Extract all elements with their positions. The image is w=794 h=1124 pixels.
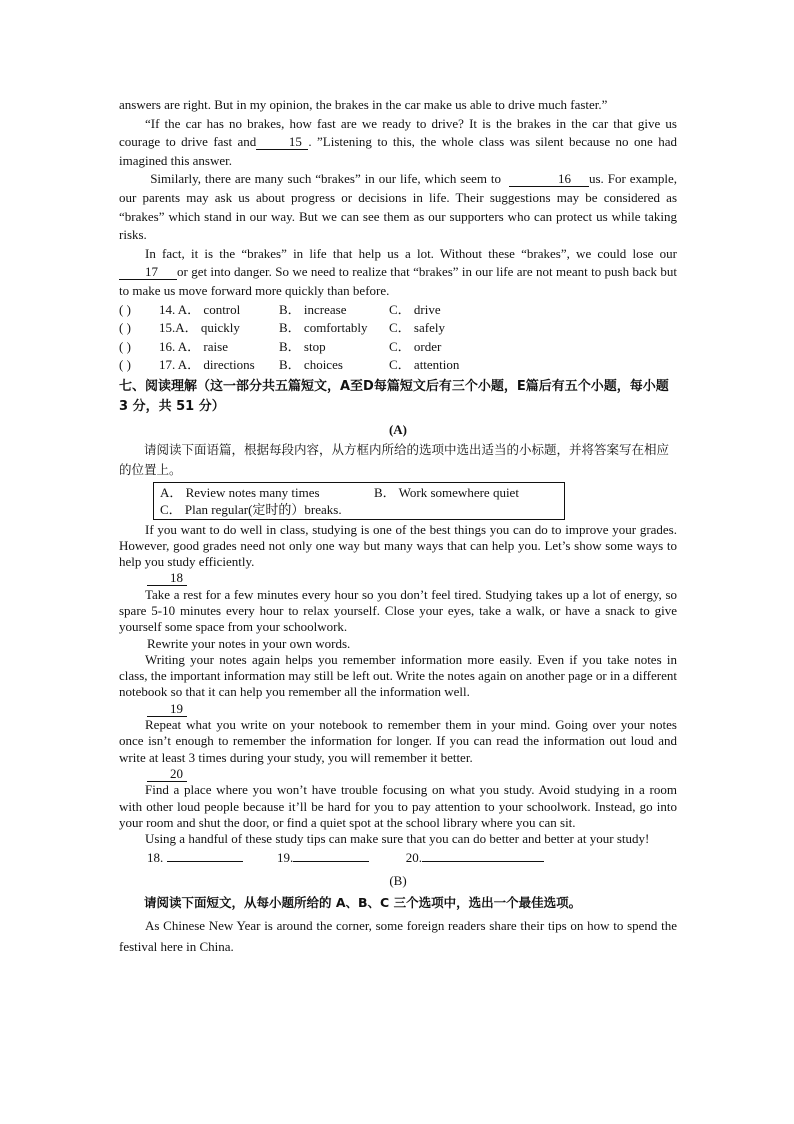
- option-a: 14. A． control: [159, 301, 241, 317]
- heading-rewrite: Rewrite your notes in your own words.: [147, 635, 351, 651]
- blank-17[interactable]: 17: [119, 264, 177, 280]
- part-a-title: (A): [388, 421, 408, 437]
- blank-20[interactable]: 20: [147, 766, 187, 782]
- option-c: C． drive: [389, 301, 441, 317]
- blank-15[interactable]: 15: [256, 134, 308, 150]
- answer-20-field[interactable]: [422, 861, 544, 862]
- blank-19[interactable]: 19: [147, 701, 187, 717]
- options-box: [153, 482, 565, 520]
- box-option-b: B． Work somewhere quiet: [374, 484, 519, 500]
- passage-paragraph: In fact, it is the “brakes” in life that help us a lot. Without these “brakes”, we could lose our 17 or get into danger. So we need to realize that “brakes” in our life are not meant to push back but to make us move forward more quickly than before.: [119, 245, 677, 298]
- option-a: 15.A． quickly: [159, 320, 240, 336]
- document-page: [119, 96, 677, 957]
- part-b-title: (B): [389, 873, 407, 889]
- answer-paren[interactable]: ( ): [119, 301, 131, 317]
- closing-paragraph: Using a handful of these study tips can make sure that you can do better and better at your study!: [145, 831, 650, 847]
- box-option-a: A． Review notes many times: [160, 484, 320, 500]
- option-b: B． choices: [279, 357, 343, 373]
- question-list: [119, 301, 677, 375]
- question-row: [119, 319, 677, 338]
- option-b: B． comfortably: [279, 320, 368, 336]
- paragraph-19: Repeat what you write on your notebook to remember them in your mind. Going over your notes once isn’t enough to remember the information for longer. If you can read the information out loud and write at least 3 times during your study, you will remember it better.: [119, 717, 677, 765]
- passage-paragraph: Similarly, there are many such “brakes” in our life, which seem to 16 us. For example, our parents may ask us about progress or decisions in life. Their suggestions may be considered as “brakes” which stand in our way. But we can see them as our supporters who can protect us while taking risks.: [119, 171, 678, 243]
- option-c: C． attention: [389, 357, 460, 373]
- answer-paren[interactable]: ( ): [119, 357, 131, 373]
- heading-19: [119, 701, 677, 717]
- answer-paren[interactable]: ( ): [119, 320, 131, 336]
- instruction-a: 请阅读下面语篇，根据每段内容，从方框内所给的选项中选出适当的小标题，并将答案写在相应的位置上。: [119, 441, 670, 477]
- option-c: C． order: [389, 338, 442, 354]
- option-c: C． safely: [389, 320, 445, 336]
- passage-paragraph: answers are right. But in my opinion, the brakes in the car make us able to drive much faster.”: [119, 97, 608, 112]
- paragraph-20: Find a place where you won’t have trouble focusing on what you study. Avoid studying in a room with other loud people because it’ll be hard for you to pay attention to your schoolwork. Instead, go into your room and shut the door, or find a quiet spot at the school library where you can sit.: [119, 782, 677, 830]
- option-b: B． stop: [279, 338, 326, 354]
- intro-paragraph: If you want to do well in class, studying is one of the best things you can do to improve your grades. However, good grades need not only one way but many ways that can help you. Let’s show some ways to help you study efficiently.: [119, 521, 677, 570]
- question-row: [119, 338, 677, 357]
- passage-paragraph: “If the car has no brakes, how fast are we ready to drive? It is the brakes in the car that give us courage to drive fast and 15 . ”Listening to this, the whole class was silent because no one had imagined this answer.: [119, 115, 677, 168]
- blank-16[interactable]: 16: [509, 171, 589, 187]
- section-heading: 七、阅读理解（这一部分共五篇短文，A至D每篇短文后有三个小题，E篇后有五个小题，每小题 3 分，共 51 分）: [119, 378, 669, 414]
- answer-row: 18. 19. 20.: [119, 849, 677, 868]
- answer-18-field[interactable]: [167, 861, 243, 862]
- heading-20: [119, 766, 677, 782]
- heading-18: [119, 570, 677, 586]
- option-a: 16. A． raise: [159, 338, 228, 354]
- option-a: 17. A． directions: [159, 357, 255, 373]
- instruction-b: 请阅读下面短文，从每小题所给的 A、B、C 三个选项中，选出一个最佳选项。: [144, 894, 582, 910]
- answer-paren[interactable]: ( ): [119, 338, 131, 354]
- option-b: B． increase: [279, 301, 347, 317]
- paragraph-rewrite: Writing your notes again helps you remember information more easily. Even if you take notes in class, the important information may still be left out. Write the notes again on another page or in a different notebook so that it can help you remember all the information well.: [119, 651, 677, 700]
- blank-18[interactable]: 18: [147, 570, 187, 586]
- intro-b-paragraph: As Chinese New Year is around the corner, some foreign readers share their tips on how to spend the festival here in China.: [119, 917, 677, 954]
- question-row: [119, 356, 677, 375]
- question-row: [119, 301, 677, 320]
- answer-19-field[interactable]: [293, 861, 369, 862]
- box-option-c: C． Plan regular(定时的）breaks.: [160, 501, 342, 517]
- paragraph-18: Take a rest for a few minutes every hour so you don’t feel tired. Studying takes up a lot of energy, so spare 5-10 minutes every hour to relax yourself. Close your eyes, take a walk, or have a snack to give yourself some space from your schoolwork.: [119, 586, 677, 635]
